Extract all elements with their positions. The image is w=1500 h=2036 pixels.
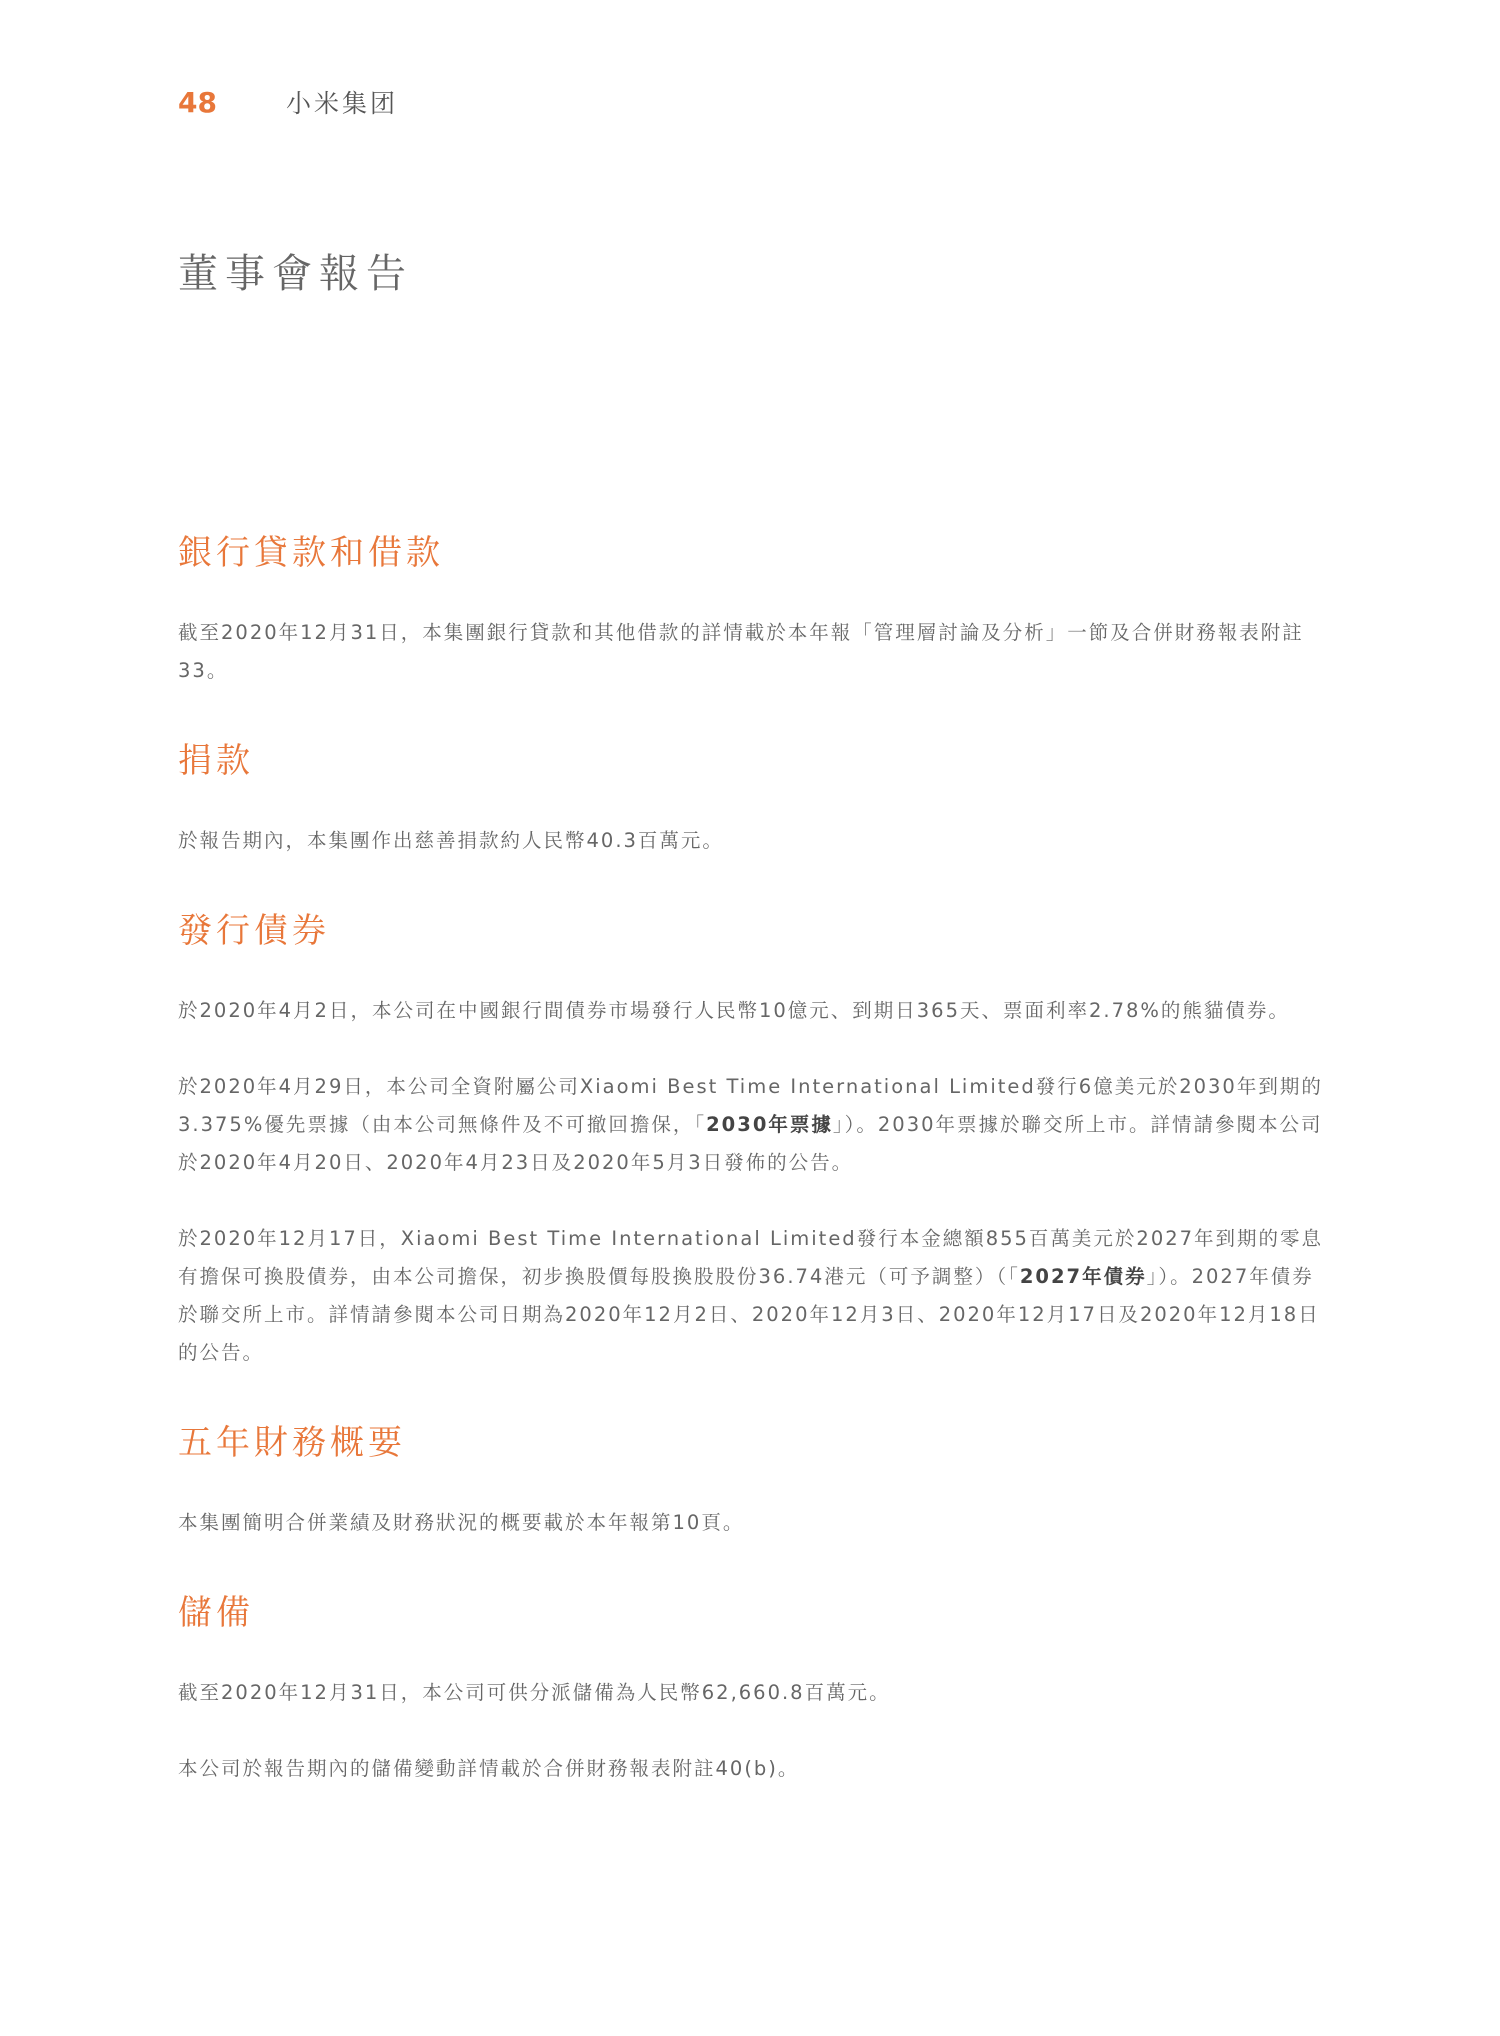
paragraph: 截至2020年12月31日，本公司可供分派儲備為人民幣62,660.8百萬元。 (178, 1681, 891, 1704)
paragraph-text: 於2020年12月17日，Xiaomi Best Time International Limited發行本金總額855百萬美元於2027年到期的零息有擔保可換股債券，由本公司擔保，初步換股價每股換股股份36.74港元（可予調整）（「 (178, 1227, 1324, 1288)
section-bond-issuance (178, 898, 1328, 1372)
defined-term: 2027年債券 (1019, 1265, 1147, 1288)
paragraph: 於2020年4月2日，本公司在中國銀行間債券市場發行人民幣10億元、到期日365天、票面利率2.78%的熊貓債券。 (178, 999, 1290, 1022)
paragraph: 本公司於報告期內的儲備變動詳情載於合併財務報表附註40(b)。 (178, 1757, 800, 1780)
paragraph: 於報告期內，本集團作出慈善捐款約人民幣40.3百萬元。 (178, 829, 724, 852)
defined-term: 2030年票據 (706, 1113, 833, 1136)
section-bank-loans (178, 520, 1328, 690)
report-title: 董事會報告 (178, 251, 413, 297)
paragraph: 本集團簡明合併業績及財務狀況的概要載於本年報第10頁。 (178, 1511, 745, 1534)
page-header (178, 80, 398, 124)
section-heading: 發行債券 (178, 911, 330, 951)
section-five-year-summary (178, 1410, 1328, 1542)
page-number: 48 (178, 85, 217, 119)
company-name: 小米集团 (286, 89, 399, 118)
section-heading: 銀行貸款和借款 (178, 533, 444, 573)
report-content (178, 520, 1328, 1826)
section-reserves (178, 1580, 1328, 1788)
section-heading: 儲備 (178, 1593, 254, 1633)
paragraph-text: 」）。2027年債券於聯交所上市。詳情請參閱本公司日期為2020年12月2日、2020年12月3日、2020年12月17日及2020年12月18日的公告。 (178, 1265, 1320, 1364)
section-donations (178, 728, 1328, 860)
paragraph (178, 1220, 1328, 1372)
section-heading: 五年財務概要 (178, 1423, 406, 1463)
paragraph-text: 於2020年4月29日，本公司全資附屬公司Xiaomi Best Time International Limited發行6億美元於2030年到期的3.375%優先票據（由本公司無條件及不可撤回擔保，「 (178, 1075, 1323, 1136)
paragraph-text: 」）。2030年票據於聯交所上市。詳情請參閱本公司於2020年4月20日、2020年4月23日及2020年5月3日發佈的公告。 (178, 1113, 1323, 1174)
paragraph (178, 1068, 1328, 1182)
section-heading: 捐款 (178, 741, 254, 781)
paragraph: 截至2020年12月31日，本集團銀行貸款和其他借款的詳情載於本年報「管理層討論及分析」一節及合併財務報表附註33。 (178, 621, 1304, 682)
